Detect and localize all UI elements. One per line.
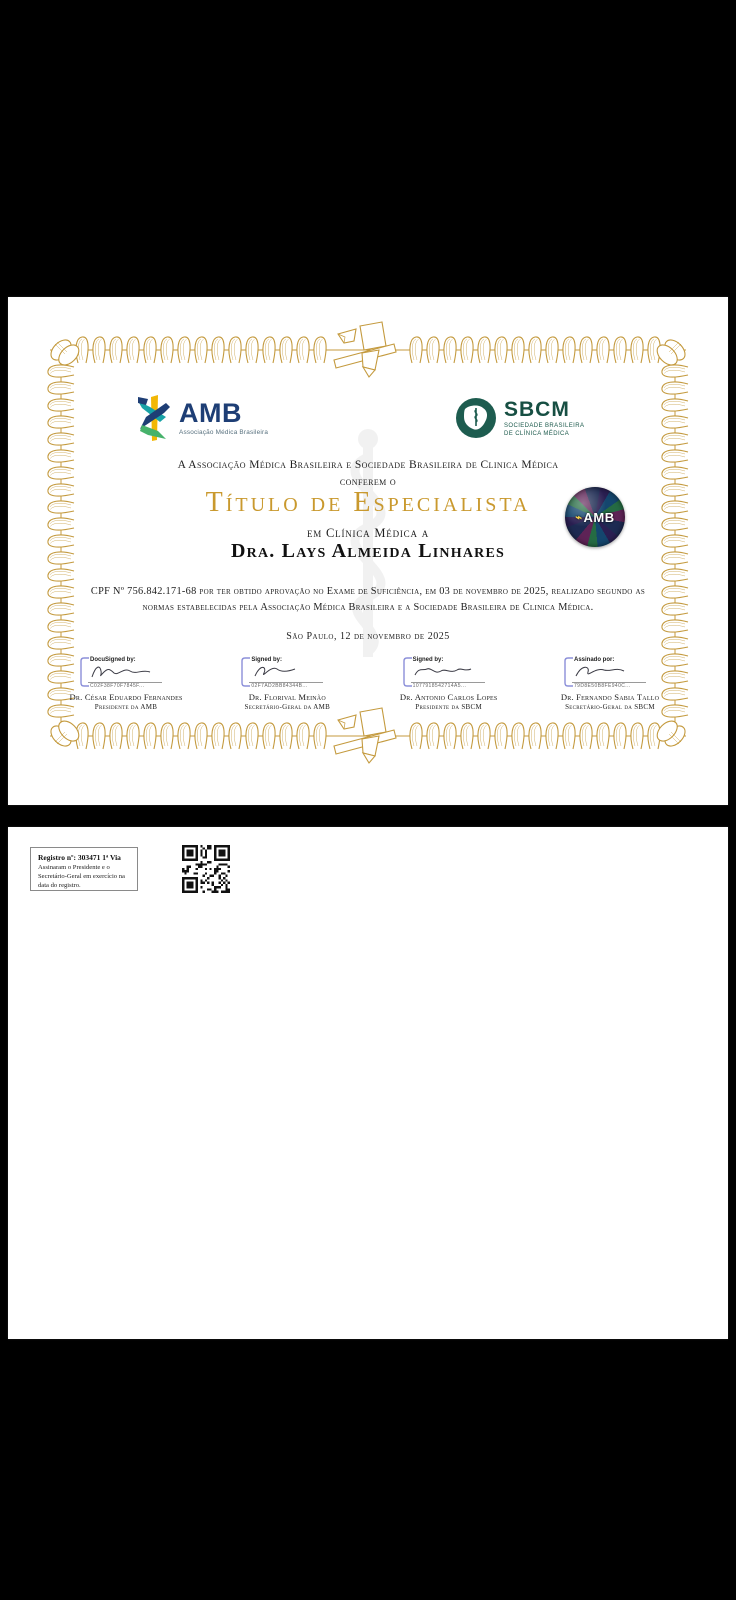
signer-role: Presidente da SBCM (415, 703, 482, 711)
sbcm-logo-text: SBCM (504, 398, 570, 421)
signature-stamp (80, 657, 172, 691)
sbcm-logo-icon (455, 397, 497, 439)
signature-block-3 (373, 657, 525, 711)
handwritten-signature (251, 663, 319, 681)
registry-note: Assinaram o Presidente e o Secretário-Geral em exercício na data do registro. (38, 864, 125, 889)
signer-name: Dr. César Eduardo Fernandes (69, 692, 183, 702)
amb-logo-subtitle: Associação Médica Brasileira (179, 428, 269, 436)
signer-name: Dr. Florival Meinão (248, 692, 326, 702)
certificate-subtitle: em Clínica Médica a (306, 526, 430, 540)
signature-label: Assinado por: (573, 657, 615, 663)
signer-name: Dr. Antonio Carlos Lopes (399, 692, 498, 702)
signature-block-4 (534, 657, 686, 711)
handwritten-signature (413, 663, 481, 681)
signature-label: Signed by: (412, 657, 444, 663)
certificate-body: CPF Nº 756.842.171-68 por ter obtido aprovação no Exame de Suficiência, em 03 de novembro de 2025, realizado segundo as normas estabelecidas pela Associação Médica Brasileira e a Sociedade Brasileira de Clinica Médica. (90, 586, 646, 613)
signature-label: Signed by: (251, 657, 282, 663)
certificate-page (8, 297, 728, 805)
signature-code: C02F38F70F7845F... (90, 683, 145, 689)
qr-code (182, 845, 230, 893)
signature-label: DocuSigned by: (90, 657, 136, 663)
signer-role: Secretário-Geral da AMB (244, 703, 331, 711)
intro-text (88, 457, 648, 490)
holographic-amb-seal (565, 487, 625, 547)
registry-page (8, 827, 728, 1339)
signature-stamp (564, 657, 656, 691)
signature-stamp (241, 657, 333, 691)
signature-code: 02F7AD2BB84344B... (251, 683, 308, 689)
sbcm-logo-subtitle-2: DE CLÍNICA MÉDICA (504, 431, 570, 437)
signature-stamp (403, 657, 495, 691)
signature-code: 79D8E50B8FE940C... (573, 683, 631, 689)
recipient-name: Dra. Lays Almeida Linhares (231, 540, 505, 562)
signature-code: 1077918542714A5... (412, 683, 467, 689)
handwritten-signature (90, 663, 158, 681)
amb-logo-text: AMB (179, 397, 242, 428)
signer-role: Secretário-Geral da SBCM (565, 703, 655, 711)
handwritten-signature (574, 663, 642, 681)
signer-name: Dr. Fernando Sabia Tallo (560, 692, 660, 702)
sbcm-logo (455, 397, 584, 439)
intro-line-2: conferem o (339, 475, 397, 488)
seal-label: AMB (583, 509, 615, 525)
certificate-title: Título de Especialista (205, 487, 531, 518)
intro-line-1: A Associação Médica Brasileira e Sociedade Brasileira de Clinica Médica (177, 459, 559, 471)
place-and-date: São Paulo, 12 de novembro de 2025 (286, 631, 450, 642)
sbcm-logo-subtitle-1: SOCIEDADE BRASILEIRA (504, 422, 585, 429)
signature-block-1 (50, 657, 202, 711)
registry-number: Registro nº: 303471 1ª Via (38, 853, 121, 862)
seal-staff-icon: ⌁ (575, 511, 583, 524)
amb-logo (136, 395, 268, 441)
amb-logo-icon (136, 395, 172, 441)
signature-block-2 (211, 657, 363, 711)
signer-role: Presidente da AMB (94, 703, 158, 711)
registry-box (30, 847, 138, 891)
signature-row (50, 657, 686, 711)
